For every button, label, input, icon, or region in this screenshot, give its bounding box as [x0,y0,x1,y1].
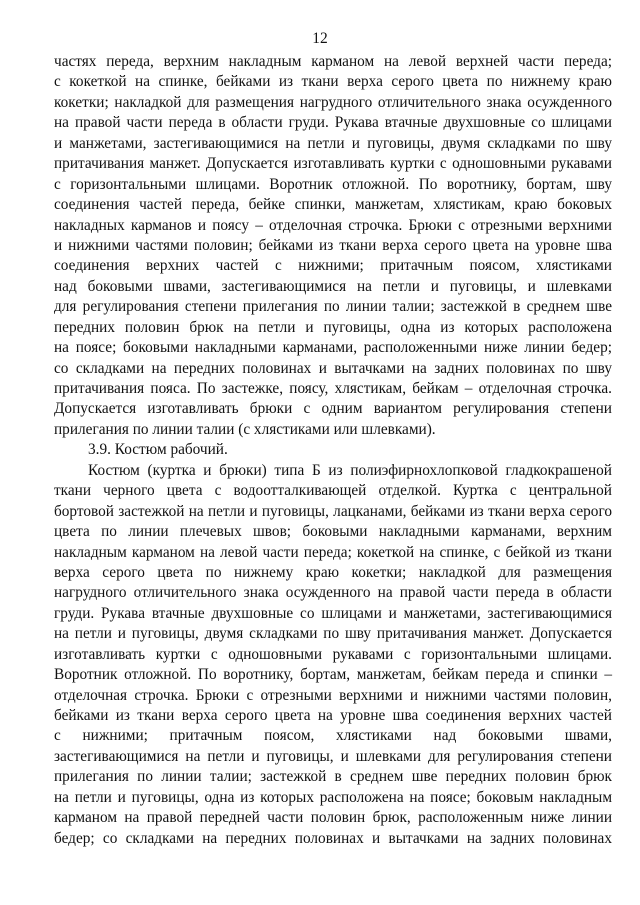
text-line: Костюм (куртка и брюки) типа Б из полиэфирнохлопковой гладкокрашеной [88,461,612,479]
text-line: на петли и пуговицы, одна из которых расположена на поясе; боковым накладным [54,788,612,806]
text-line: на петли и пуговицы, двумя складками по шву притачивания манжет. Допускается [54,625,612,643]
document-body [54,52,612,849]
text-line: с нижними; притачным поясом, хлястиками над боковыми швами, [54,727,612,745]
text-line: на поясе; боковыми накладными карманами, расположенными ниже линии бедер; [54,339,612,357]
text-line: притачивания манжет. Допускается изготавливать куртки с одношовными рукавами [54,155,612,173]
text-line: прилегания по линии талии (с хлястиками или шлевками). [54,420,436,438]
text-line: Допускается изготавливать брюки с одним вариантом регулирования степени [54,400,612,418]
text-line: застегивающимися на петли и пуговицы, и шлевками для регулирования степени [54,747,612,765]
text-line: цвета по линии плечевых швов; боковыми накладными карманами, верхним [54,523,612,541]
page-number: 12 [312,30,328,47]
section-heading-3-9 [54,440,612,460]
section-title: 3.9. Костюм рабочий. [88,441,228,459]
text-line: на правой части переда в области груди. Рукава втачные двухшовные со шлицами [54,114,612,132]
text-line: бортовой застежкой на петли и пуговицы, лацканами, бейками из ткани верха серого [54,502,612,520]
text-line: Воротник отложной. По воротнику, бортам, манжетам, бейкам переда и спинки – [54,666,612,684]
text-line: карманом на правой передней части половин брюк, расположенным ниже линии [54,809,612,827]
text-line: соединения частей переда, бейке спинки, манжетам, хлястикам, краю боковых [54,196,612,214]
text-line: верха серого цвета по нижнему краю кокетки; накладкой для размещения [54,563,612,581]
paragraph-work-suit [54,461,612,849]
text-line: притачивания пояса. По застежке, поясу, хлястикам, бейкам – отделочная строчка. [54,380,612,397]
text-line: и нижними частями половин; бейками из ткани верха серого цвета на уровне шва [54,236,612,254]
text-line: с кокеткой на спинке, бейками из ткани верха серого цвета по нижнему краю [54,73,612,91]
text-line: накладных карманов и поясу – отделочная строчка. Брюки с отрезными верхними [54,216,612,234]
text-line: бейками из ткани верха серого цвета на уровне шва соединения верхних частей [54,707,612,724]
text-line: кокетки; накладкой для размещения нагрудного отличительного знака осужденного [54,93,612,111]
text-line: с горизонтальными шлицами. Воротник отложной. По воротнику, бортам, шву [54,175,612,193]
text-line: груди. Рукава втачные двухшовные со шлицами и манжетами, застегивающимися [54,604,612,622]
text-line: нагрудного отличительного знака осужденного на правой части переда в области [54,584,612,602]
text-line: передних половин брюк на петли и пуговицы, одна из которых расположена [54,318,612,336]
text-line: и манжетами, застегивающимися на петли и пуговицы, двумя складками по шву [54,134,612,152]
paragraph-garment-description [54,52,612,440]
text-line: частях переда, верхним накладным карманом на левой верхней части переда; [54,53,612,70]
text-line: над боковыми швами, застегивающимися на петли и пуговицы, и шлевками [54,277,612,295]
text-line: ткани черного цвета с водоотталкивающей отделкой. Куртка с центральной [54,482,612,500]
text-line: изготавливать куртки с одношовными рукавами с горизонтальными шлицами. [54,645,612,663]
text-line: прилегания по линии талии; застежкой в среднем шве передних половин брюк [54,768,612,786]
text-line: для регулирования степени прилегания по линии талии; застежкой в среднем шве [54,298,612,316]
text-line: накладным карманом на левой части переда; кокеткой на спинке, с бейкой из ткани [54,543,612,561]
text-line: соединения верхних частей с нижними; притачным поясом, хлястиками [54,257,612,275]
text-line: со складками на передних половинах и вытачками на задних половинах по шву [54,359,612,377]
text-line: бедер; со складками на передних половинах и вытачками на задних половинах [54,829,612,847]
text-line: отделочная строчка. Брюки с отрезными верхними и нижними частями половин, [54,686,612,704]
